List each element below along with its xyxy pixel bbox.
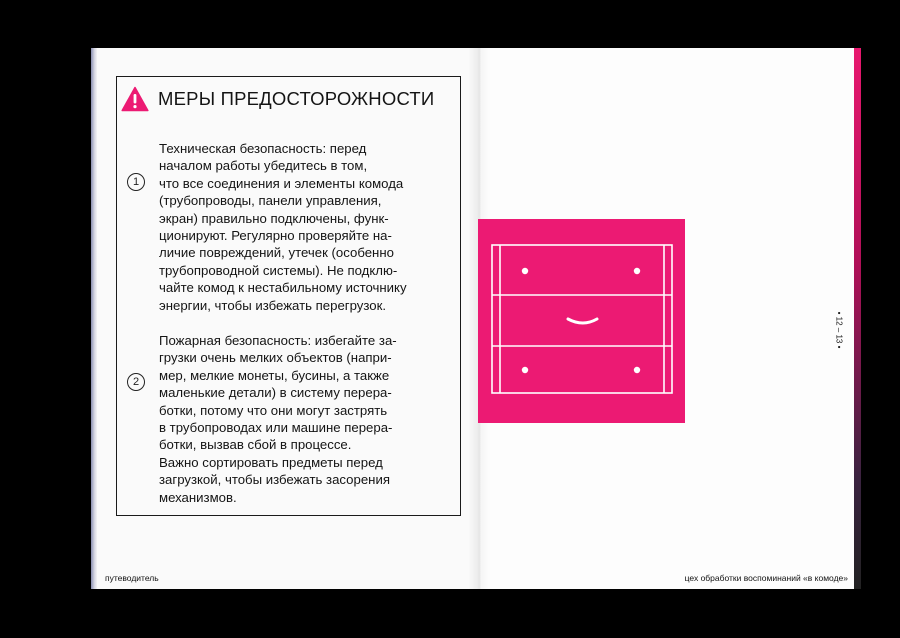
item-number-badge: 1 <box>127 173 145 191</box>
page-numbers: • 12 – 13 • <box>834 311 844 349</box>
technical-safety-paragraph: Техническая безопасность: перед началом работы убедитесь в том, что все соединения и элементы комода (трубопроводы, панели управления, экран) правильно подключены, функ- ционируют. Регулярно проверяйте на- личие повреждений, утечек (особенно трубопроводной системы). Не подклю- чайте комод к нестабильному источнику энергии, чтобы избежать перегрузок. <box>159 141 407 313</box>
fire-safety-paragraph: Пожарная безопасность: избегайте за- грузки очень мелких объектов (напри- мер, мелкие монеты, бусины, а также маленькие детали) в систему перера- ботки, потому что они могут застрять в трубопроводах или машине перера- ботки, вызвав сбой в процессе. Важно сортировать предметы перед загрузкой, чтобы избежать засорения механизмов. <box>159 333 397 505</box>
dresser-illustration <box>478 219 685 423</box>
right-page-edge <box>854 48 861 589</box>
item-number-badge: 2 <box>127 373 145 391</box>
warning-triangle-icon <box>121 86 149 112</box>
footer-guide-label: путеводитель <box>105 573 159 583</box>
footer-workshop-label: цех обработки воспоминаний «в комоде» <box>684 573 848 583</box>
precautions-title: МЕРЫ ПРЕДОСТОРОЖНОСТИ <box>158 88 435 109</box>
smiling-dresser-icon <box>478 219 685 423</box>
left-page-edge <box>91 48 97 589</box>
